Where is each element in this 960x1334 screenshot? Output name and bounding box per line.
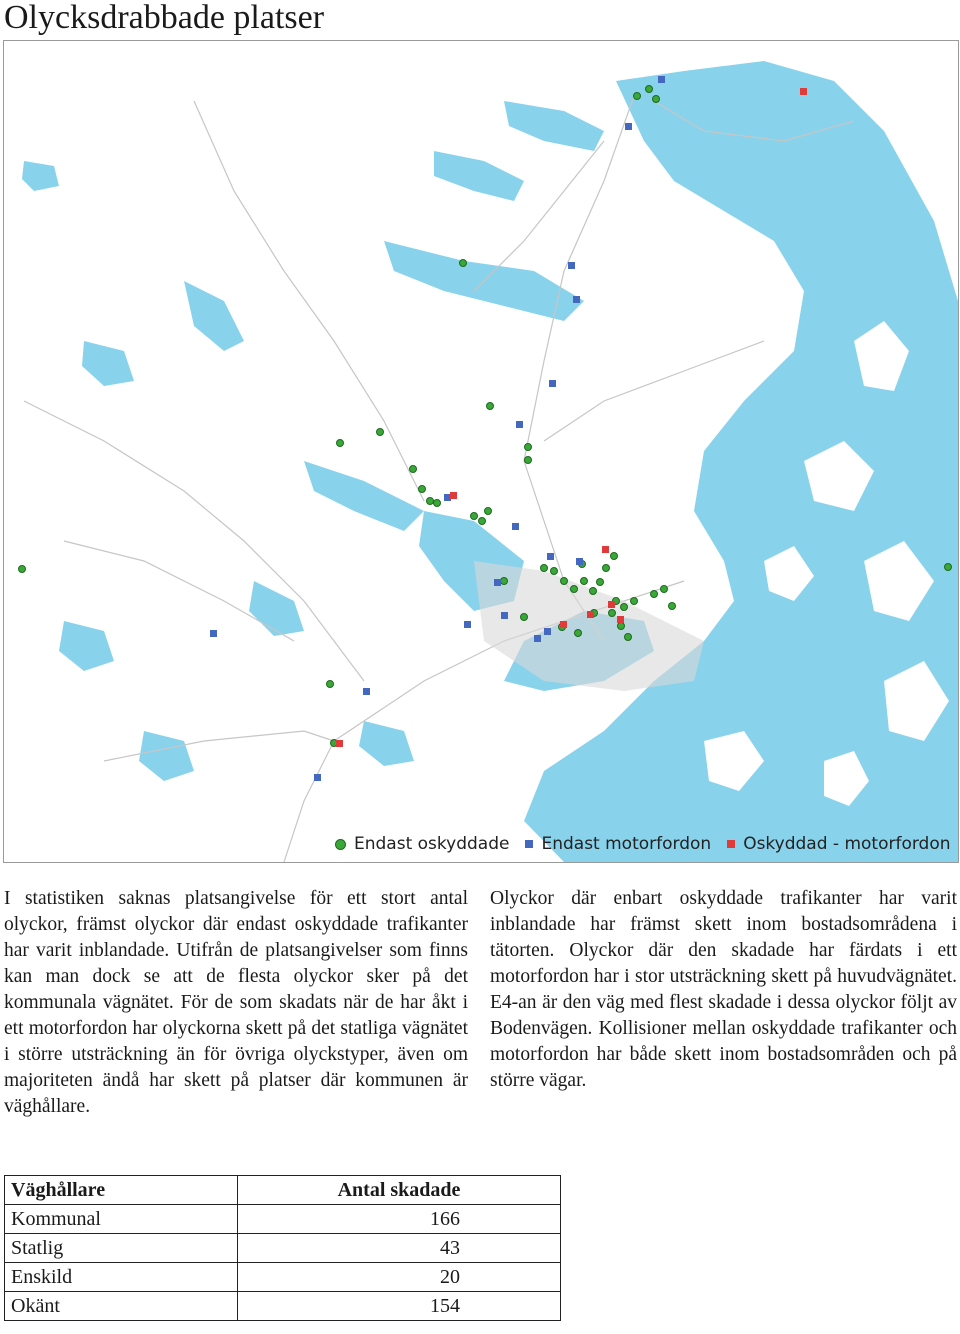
legend-label: Oskyddad - motorfordon	[743, 834, 951, 854]
row-value: 154	[238, 1292, 561, 1321]
map-urban-area	[474, 561, 704, 691]
row-value: 20	[238, 1263, 561, 1292]
body-text-right: Olyckor där enbart oskyddade trafikanter har varit inblandade har främst skett inom bostadsområdena i tätorten. Olyckor där den skadade har färdats i ett motorfordon har i stor utsträckning skett på huvudvägnätet. E4-an är den väg med flest skadade i dessa olyckor följt av Bodenvägen. Kollisioner mellan oskyddade trafikanter och motorfordon har både skett inom bostadsområden och på större vägar.	[490, 888, 957, 1091]
column-header: Väghållare	[5, 1176, 238, 1205]
row-label: Okänt	[5, 1292, 238, 1321]
legend-label: Endast motorfordon	[541, 834, 712, 854]
legend-item-oskyddad-motorfordon	[727, 834, 950, 854]
legend-item-motorfordon	[525, 834, 711, 854]
green-circle-icon	[335, 839, 346, 850]
column-header: Antal skadade	[238, 1176, 561, 1205]
body-text-left: I statistiken saknas platsangivelse för ett stort antal olyckor, främst olyckor där endast oskyddade trafikanter har varit inblandade. Utifrån de platsangivelser som finns kan man dock se att de flesta olyckor sker på det kommunala vägnätet. För de som skadats när de har åkt i ett motorfordon har olyckorna skett på det statliga vägnätet i större utsträckning än för övriga olyckstyper, även om majoriteten ändå har skett på platser där kommunen är väghållare.	[4, 888, 468, 1117]
table-row	[5, 1292, 561, 1321]
table-row	[5, 1234, 561, 1263]
map-legend	[335, 831, 955, 857]
page-title: Olycksdrabbade platser	[4, 0, 325, 36]
accident-map	[3, 40, 959, 863]
legend-label: Endast oskyddade	[354, 834, 510, 854]
red-square-icon	[727, 840, 735, 848]
blue-square-icon	[525, 840, 533, 848]
map-water	[22, 61, 958, 862]
row-value: 166	[238, 1205, 561, 1234]
row-label: Statlig	[5, 1234, 238, 1263]
table-row	[5, 1263, 561, 1292]
legend-item-oskyddade	[335, 834, 509, 854]
road-authority-table	[4, 1175, 561, 1321]
row-label: Kommunal	[5, 1205, 238, 1234]
table-row	[5, 1205, 561, 1234]
table-header-row	[5, 1176, 561, 1205]
row-label: Enskild	[5, 1263, 238, 1292]
row-value: 43	[238, 1234, 561, 1263]
